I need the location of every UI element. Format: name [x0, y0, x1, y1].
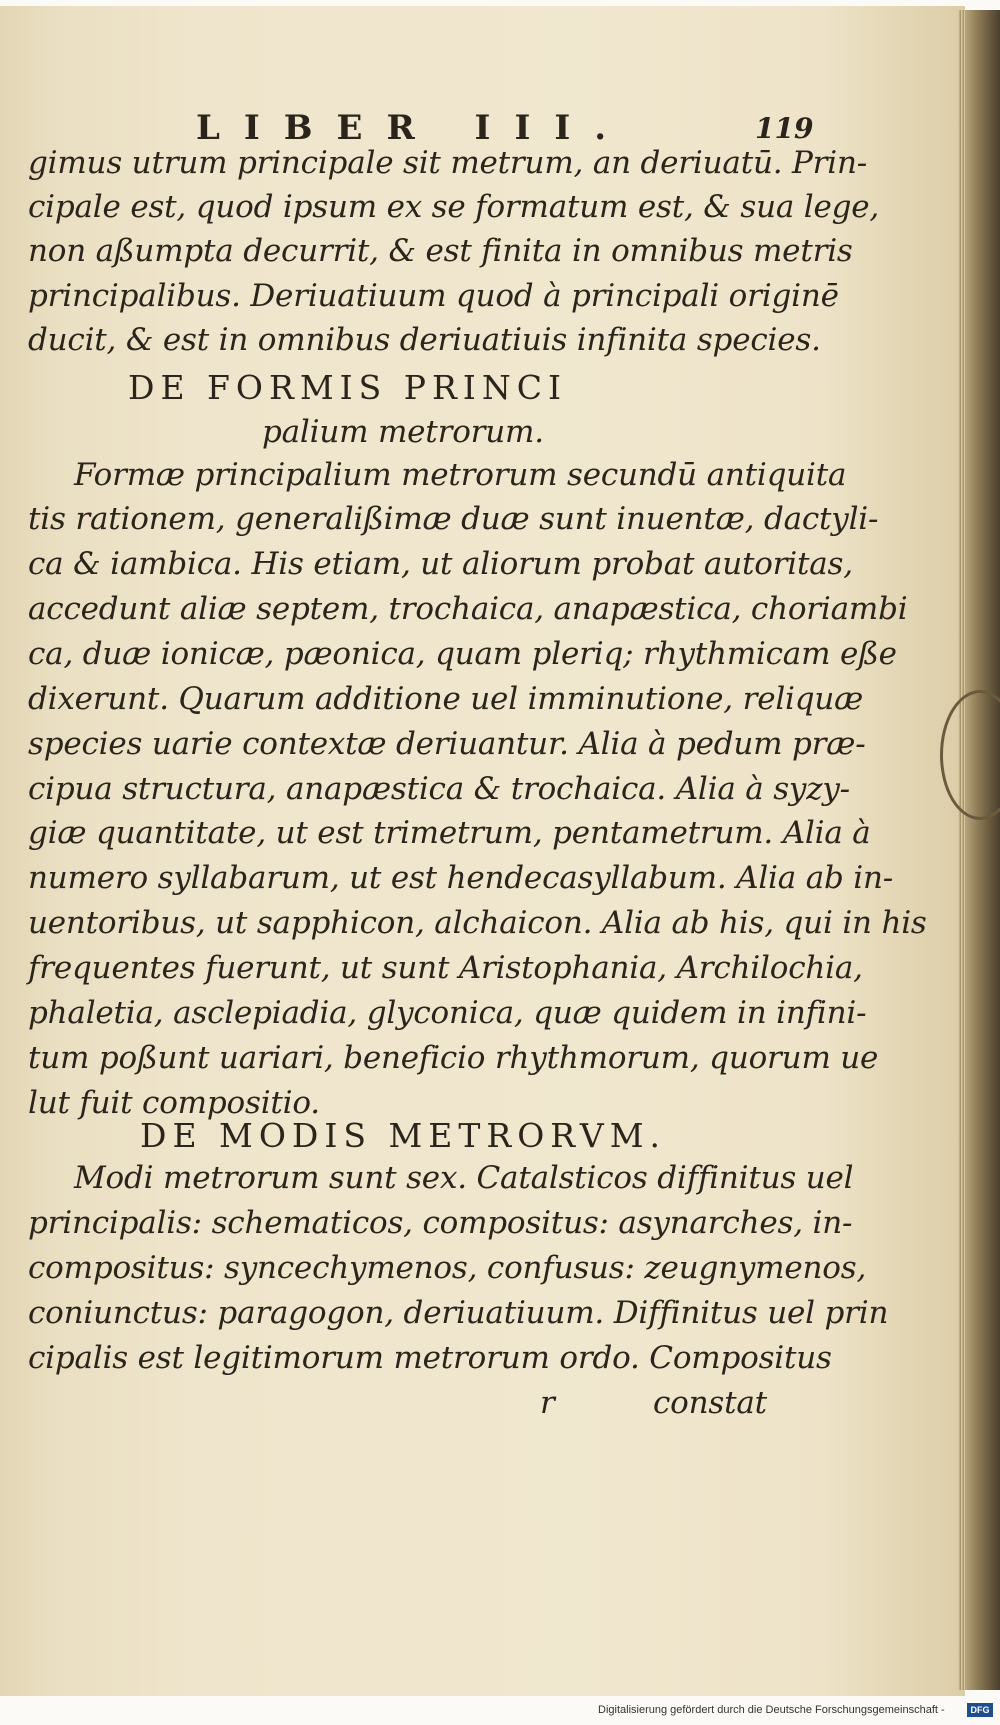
text-line: giæ quantitate, ut est trimetrum, pentametrum. Alia à [28, 815, 871, 851]
section-heading: DE MODIS METRORVM. [140, 1116, 667, 1155]
text-line: tis rationem, generalißimæ duæ sunt inuentæ, dactyli- [28, 501, 879, 537]
text-line: Formæ principalium metrorum secundū antiquita [74, 457, 847, 493]
text-line: principalis: schematicos, compositus: asynarches, in- [28, 1205, 853, 1241]
footer-credit: Digitalisierung gefördert durch die Deutsche Forschungsgemeinschaft - [598, 1704, 945, 1716]
running-head: LIBER III. [196, 108, 631, 148]
text-line: principalibus. Deriuatiuum quod à principali originē [28, 278, 839, 314]
text-line: phaletia, asclepiadia, glyconica, quæ quidem in infini- [28, 995, 867, 1031]
section-heading-continuation: palium metrorum. [262, 414, 544, 450]
text-line: cipale est, quod ipsum ex se formatum est, & sua lege, [28, 189, 880, 225]
text-line: gimus utrum principale sit metrum, an deriuatū. Prin- [28, 145, 868, 181]
dfg-logo: DFG [967, 1703, 993, 1717]
text-line: compositus: syncechymenos, confusus: zeugnymenos, [28, 1250, 867, 1286]
text-line: frequentes fuerunt, ut sunt Aristophania, Archilochia, [28, 950, 863, 986]
section-heading: DE FORMIS PRINCI [128, 368, 568, 407]
text-line: cipalis est legitimorum metrorum ordo. Compositus [28, 1340, 832, 1376]
text-line: numero syllabarum, ut est hendecasyllabum. Alia ab in- [28, 860, 894, 896]
text-line: non aßumpta decurrit, & est finita in omnibus metris [28, 233, 853, 269]
book-edge [965, 10, 1000, 1690]
catchword: constat [653, 1385, 767, 1421]
text-line: Modi metrorum sunt sex. Catalsticos diffinitus uel [74, 1160, 854, 1196]
text-line: ca & iambica. His etiam, ut aliorum probat autoritas, [28, 546, 853, 582]
text-line: ca, duæ ionicæ, pæonica, quam pleriq; rhythmicam eße [28, 636, 897, 672]
text-line: tum poßunt uariari, beneficio rhythmorum, quorum ue [28, 1040, 879, 1076]
text-line: uentoribus, ut sapphicon, alchaicon. Alia ab his, qui in his [28, 905, 927, 941]
text-line: lut fuit compositio. [28, 1085, 320, 1121]
signature-mark: r [540, 1385, 555, 1421]
text-line: species uarie contextæ deriuantur. Alia à pedum præ- [28, 726, 866, 762]
text-line: cipua structura, anapæstica & trochaica. Alia à syzy- [28, 771, 850, 807]
text-line: dixerunt. Quarum additione uel imminutione, reliquæ [28, 681, 864, 717]
page-number: 119 [755, 112, 814, 145]
text-line: accedunt aliæ septem, trochaica, anapæstica, choriambi [28, 591, 908, 627]
text-line: ducit, & est in omnibus deriuatiuis infinita species. [28, 322, 821, 358]
text-line: coniunctus: paragogon, deriuatiuum. Diffinitus uel prin [28, 1295, 889, 1331]
